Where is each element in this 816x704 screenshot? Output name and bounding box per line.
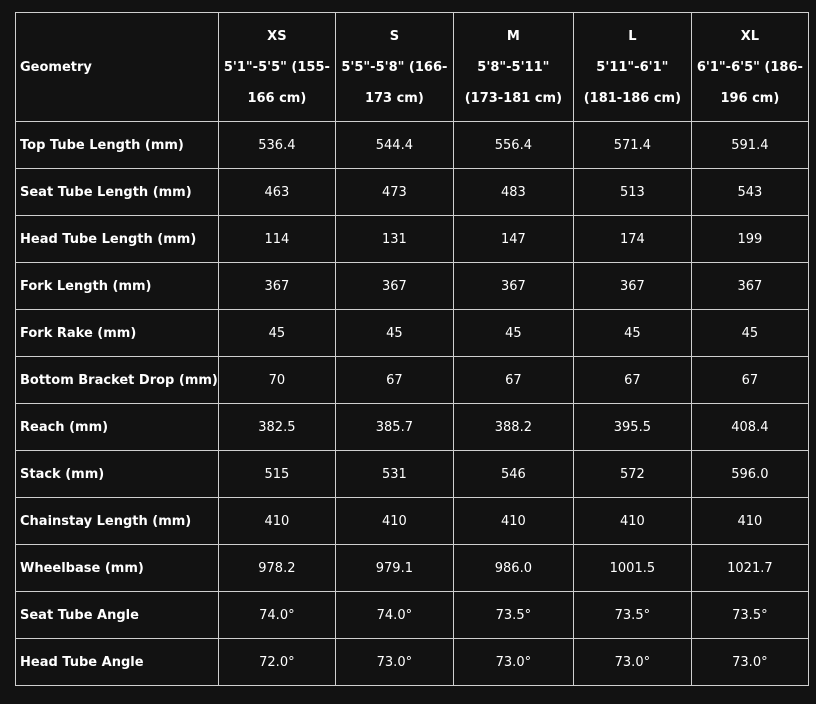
- table-cell: 73.0°: [453, 639, 573, 686]
- table-cell: 70: [218, 357, 335, 404]
- row-label: Head Tube Angle: [16, 639, 219, 686]
- row-label: Fork Rake (mm): [16, 310, 219, 357]
- table-cell: 395.5: [573, 404, 691, 451]
- table-row: [16, 498, 809, 545]
- table-cell: 73.5°: [691, 592, 808, 639]
- table-row: [16, 545, 809, 592]
- table-cell: 410: [573, 498, 691, 545]
- table-cell: 73.0°: [335, 639, 453, 686]
- table-cell: 174: [573, 216, 691, 263]
- row-label: Fork Length (mm): [16, 263, 219, 310]
- table-cell: 147: [453, 216, 573, 263]
- size-header-m: [453, 13, 573, 122]
- size-name: L: [628, 28, 637, 44]
- table-cell: 556.4: [453, 122, 573, 169]
- table-row: [16, 169, 809, 216]
- header-row: [16, 13, 809, 122]
- table-cell: 45: [573, 310, 691, 357]
- size-range: 6'1"-6'5" (186-196 cm): [696, 59, 803, 106]
- table-cell: 410: [691, 498, 808, 545]
- table-row: [16, 216, 809, 263]
- table-cell: 73.5°: [573, 592, 691, 639]
- table-cell: 571.4: [573, 122, 691, 169]
- table-cell: 410: [453, 498, 573, 545]
- table-cell: 45: [691, 310, 808, 357]
- table-cell: 367: [691, 263, 808, 310]
- table-cell: 388.2: [453, 404, 573, 451]
- table-cell: 45: [335, 310, 453, 357]
- table-row: [16, 451, 809, 498]
- table-row: [16, 122, 809, 169]
- row-label: Chainstay Length (mm): [16, 498, 219, 545]
- row-label: Reach (mm): [16, 404, 219, 451]
- table-cell: 591.4: [691, 122, 808, 169]
- row-label: Seat Tube Length (mm): [16, 169, 219, 216]
- table-cell: 73.0°: [691, 639, 808, 686]
- table-cell: 473: [335, 169, 453, 216]
- table-cell: 986.0: [453, 545, 573, 592]
- table-cell: 74.0°: [218, 592, 335, 639]
- table-row: [16, 639, 809, 686]
- table-cell: 596.0: [691, 451, 808, 498]
- table-cell: 515: [218, 451, 335, 498]
- table-cell: 45: [218, 310, 335, 357]
- row-label: Top Tube Length (mm): [16, 122, 219, 169]
- table-cell: 45: [453, 310, 573, 357]
- table-cell: 73.5°: [453, 592, 573, 639]
- table-cell: 544.4: [335, 122, 453, 169]
- table-row: [16, 357, 809, 404]
- table-cell: 1001.5: [573, 545, 691, 592]
- size-header-s: [335, 13, 453, 122]
- table-cell: 114: [218, 216, 335, 263]
- table-cell: 67: [335, 357, 453, 404]
- table-cell: 67: [573, 357, 691, 404]
- table-cell: 67: [691, 357, 808, 404]
- table-cell: 410: [218, 498, 335, 545]
- table-cell: 543: [691, 169, 808, 216]
- size-name: M: [506, 28, 520, 44]
- table-cell: 131: [335, 216, 453, 263]
- table-row: [16, 263, 809, 310]
- size-header-l: [573, 13, 691, 122]
- table-cell: 572: [573, 451, 691, 498]
- row-label: Wheelbase (mm): [16, 545, 219, 592]
- table-row: [16, 404, 809, 451]
- row-label: Stack (mm): [16, 451, 219, 498]
- table-cell: 199: [691, 216, 808, 263]
- size-header-xl: [691, 13, 808, 122]
- table-cell: 72.0°: [218, 639, 335, 686]
- table-cell: 74.0°: [335, 592, 453, 639]
- geometry-table: [15, 12, 809, 686]
- size-range: 5'5"-5'8" (166-173 cm): [341, 59, 448, 106]
- table-cell: 385.7: [335, 404, 453, 451]
- table-cell: 463: [218, 169, 335, 216]
- table-row: [16, 592, 809, 639]
- table-cell: 382.5: [218, 404, 335, 451]
- table-cell: 73.0°: [573, 639, 691, 686]
- row-label: Bottom Bracket Drop (mm): [16, 357, 219, 404]
- size-header-xs: [218, 13, 335, 122]
- table-cell: 979.1: [335, 545, 453, 592]
- table-cell: 978.2: [218, 545, 335, 592]
- table-cell: 410: [335, 498, 453, 545]
- table-cell: 536.4: [218, 122, 335, 169]
- table-cell: 367: [453, 263, 573, 310]
- size-range: 5'8"-5'11" (173-181 cm): [464, 59, 563, 106]
- table-cell: 367: [573, 263, 691, 310]
- size-range: 5'11"-6'1" (181-186 cm): [583, 59, 682, 106]
- table-cell: 408.4: [691, 404, 808, 451]
- size-name: S: [389, 28, 400, 44]
- table-cell: 367: [218, 263, 335, 310]
- table-cell: 367: [335, 263, 453, 310]
- row-label: Head Tube Length (mm): [16, 216, 219, 263]
- size-range: 5'1"-5'5" (155-166 cm): [223, 59, 330, 106]
- geometry-table-container: [15, 12, 809, 686]
- size-name: XS: [267, 28, 287, 44]
- geometry-header: Geometry: [16, 13, 219, 122]
- size-name: XL: [740, 28, 760, 44]
- table-cell: 1021.7: [691, 545, 808, 592]
- table-cell: 513: [573, 169, 691, 216]
- table-cell: 546: [453, 451, 573, 498]
- table-cell: 531: [335, 451, 453, 498]
- table-cell: 67: [453, 357, 573, 404]
- row-label: Seat Tube Angle: [16, 592, 219, 639]
- table-cell: 483: [453, 169, 573, 216]
- table-row: [16, 310, 809, 357]
